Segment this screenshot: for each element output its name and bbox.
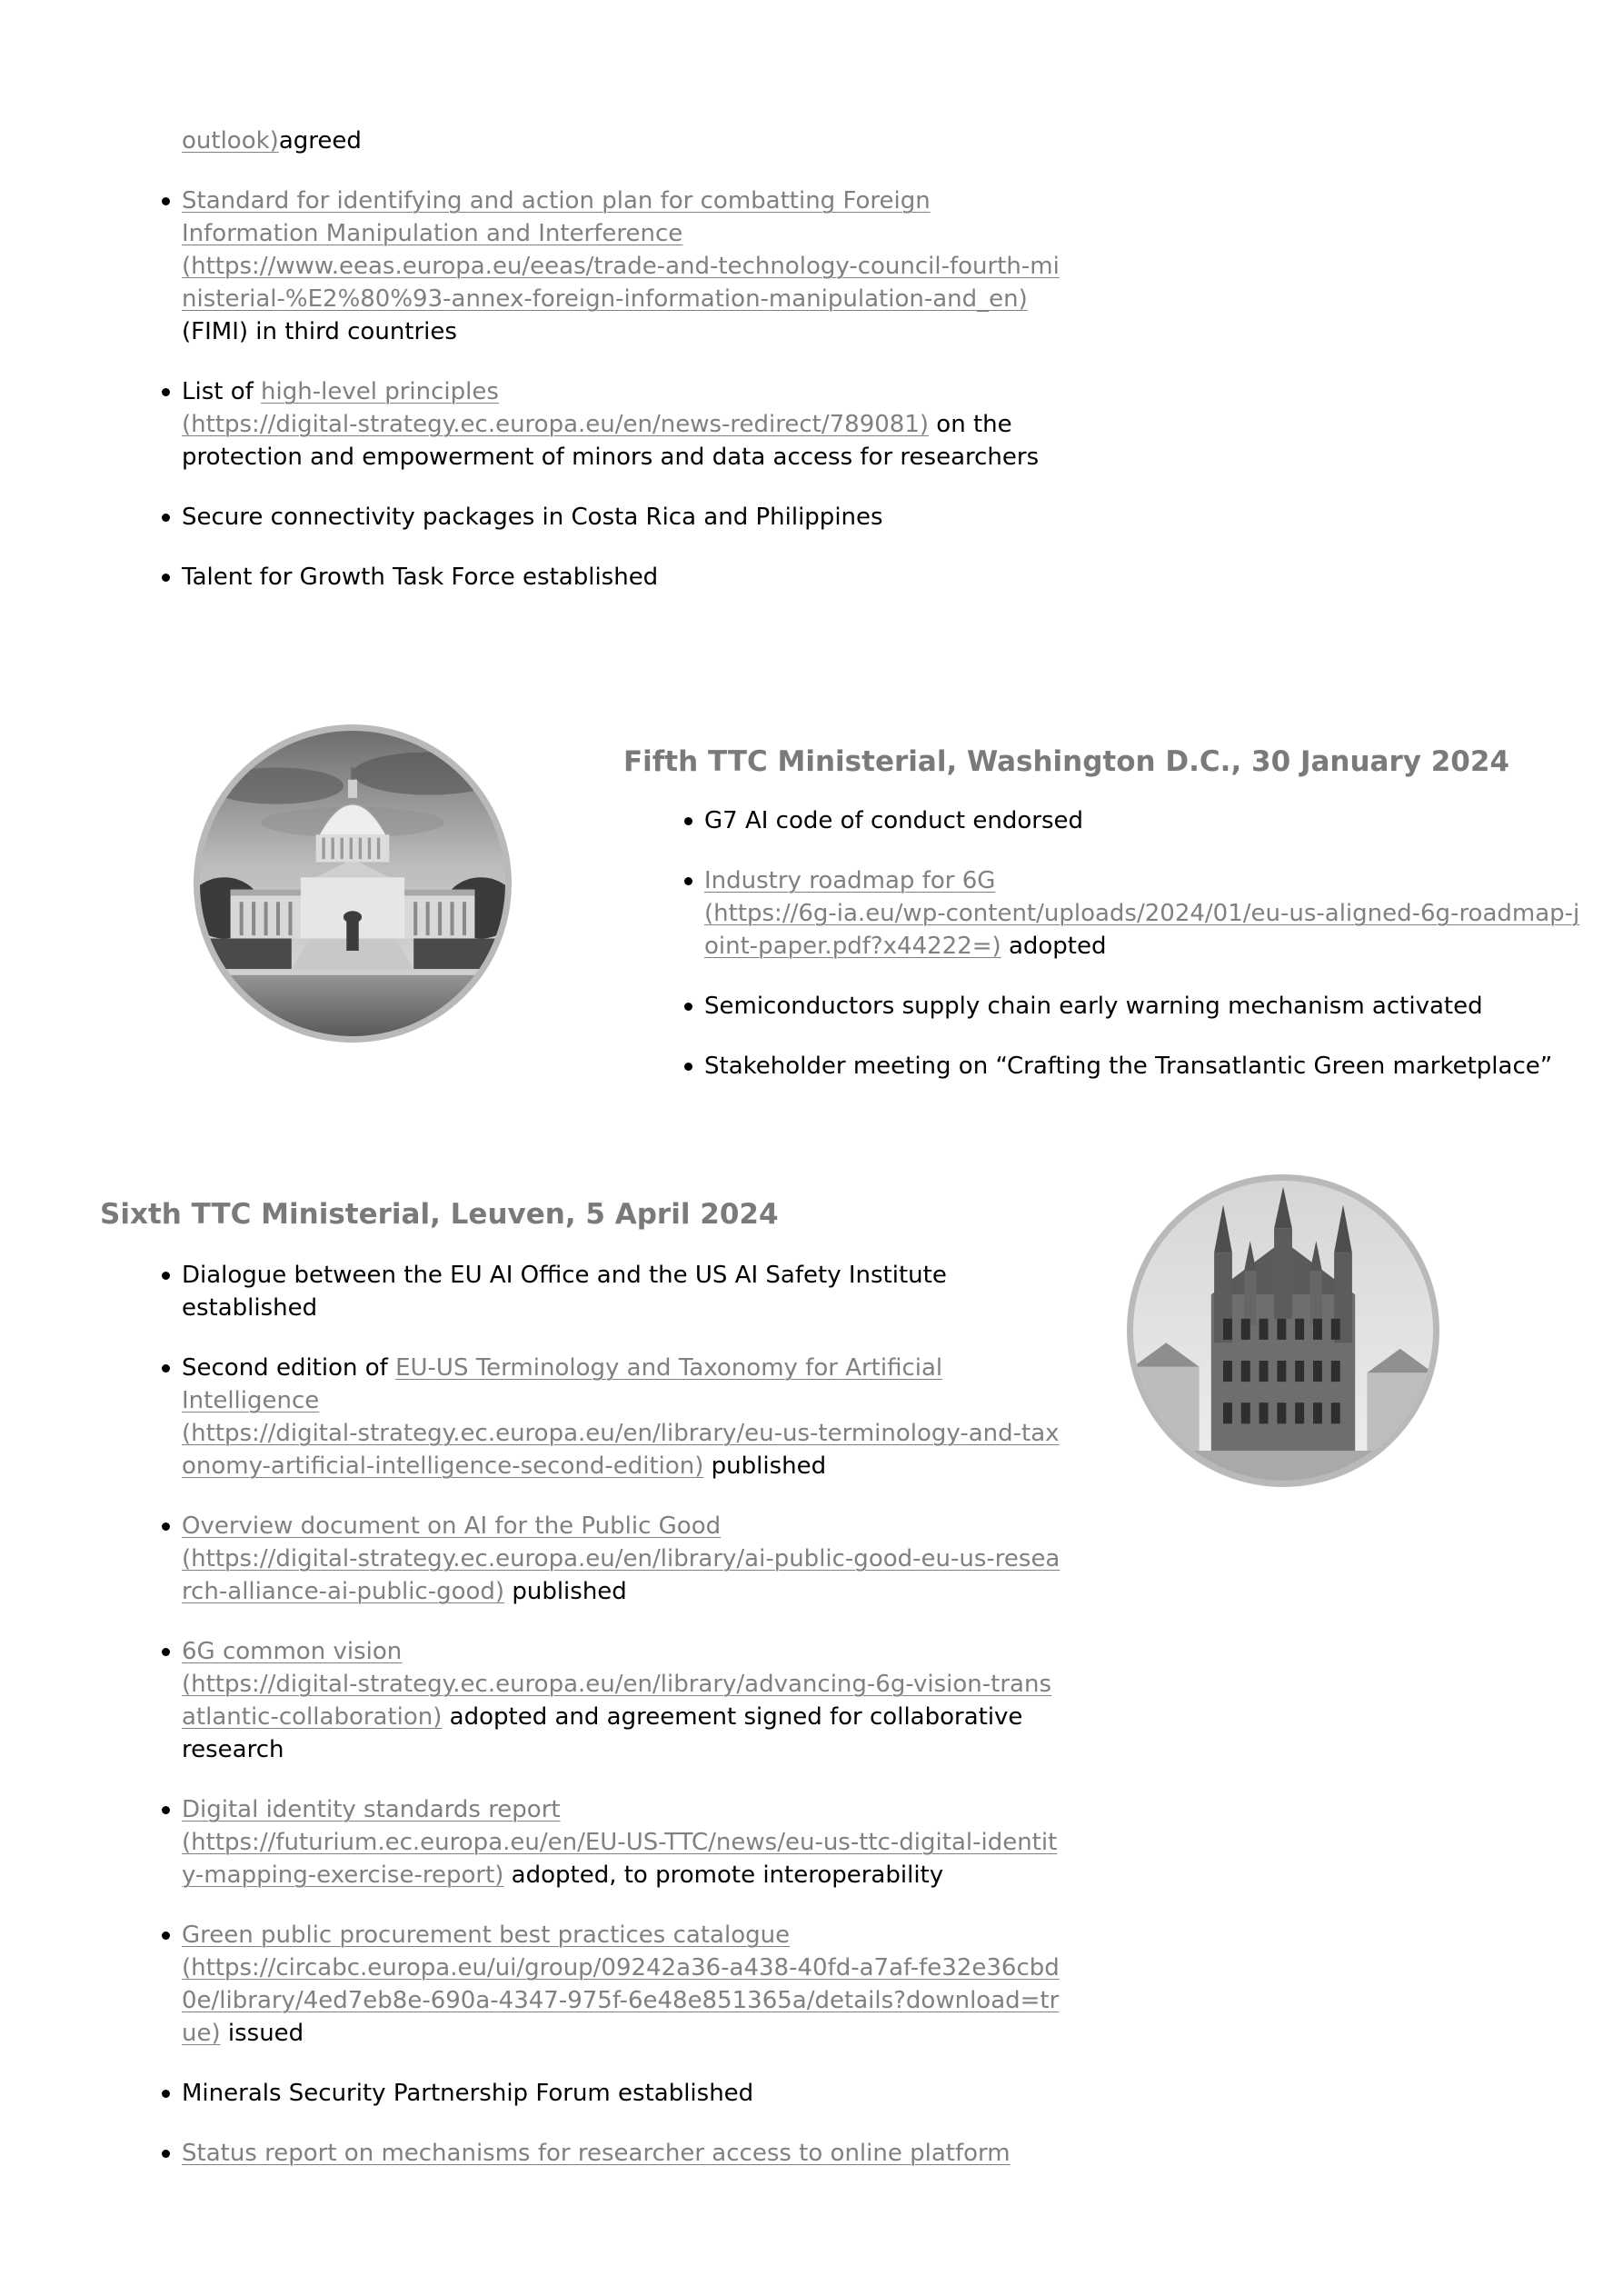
list-item <box>704 804 1604 837</box>
item-link[interactable]: atlantic-collaboration) <box>182 1703 443 1731</box>
item-link[interactable]: 6G common vision <box>182 1638 403 1665</box>
section6-list <box>182 1259 1090 2197</box>
item-text: Talent for Growth Task Force established <box>182 564 659 591</box>
list-item <box>182 375 1090 474</box>
list-item <box>182 1919 1090 2050</box>
item-link[interactable]: 0e/library/4ed7eb8e-690a-4347-975f-6e48e851365a/details?download=tr <box>182 1987 1060 2014</box>
item-text-after: agreed <box>278 127 362 155</box>
item-line <box>182 1984 1090 2017</box>
list-item <box>182 1352 1090 1482</box>
item-line <box>182 375 1090 408</box>
item-link[interactable]: high-level principles <box>261 378 499 405</box>
capitol-illustration <box>200 731 505 1036</box>
item-text: Secure connectivity packages in Costa Rica and Philippines <box>182 504 883 531</box>
item-line <box>182 1859 1090 1892</box>
item-text-line: established <box>182 1294 318 1322</box>
item-link[interactable]: Digital identity standards report <box>182 1796 561 1823</box>
item-link[interactable]: Industry roadmap for 6G <box>704 867 996 894</box>
item-text-line: Dialogue between the EU AI Office and the US AI Safety Institute <box>182 1262 947 1289</box>
item-text: G7 AI code of conduct endorsed <box>704 807 1084 834</box>
list-item <box>182 125 1090 157</box>
item-line <box>182 1575 1090 1608</box>
list-item <box>182 561 1090 594</box>
list-item <box>182 2137 1090 2170</box>
item-text: Stakeholder meeting on “Crafting the Transatlantic Green marketplace” <box>704 1053 1553 1080</box>
item-text-continued: research <box>182 1736 284 1763</box>
item-line <box>182 1417 1090 1450</box>
us-capitol-photo <box>194 724 512 1043</box>
item-line <box>704 864 1604 897</box>
item-text-after: adopted, to promote interoperability <box>503 1862 944 1889</box>
item-line <box>182 408 1090 441</box>
item-link[interactable]: (https://6g-ia.eu/wp-content/uploads/2024/01/eu-us-aligned-6g-roadmap-j <box>704 900 1580 927</box>
item-link[interactable]: (https://circabc.europa.eu/ui/group/09242a36-a438-40fd-a7af-fe32e36cbd <box>182 1954 1060 1982</box>
item-line <box>182 1542 1090 1575</box>
item-line <box>182 2137 1090 2170</box>
section5-title: Fifth TTC Ministerial, Washington D.C., 30 January 2024 <box>623 745 1510 778</box>
item-link[interactable]: nisterial-%E2%80%93-annex-foreign-information-manipulation-and_en) <box>182 285 1028 313</box>
item-line <box>182 125 1090 157</box>
item-text: Minerals Security Partnership Forum established <box>182 2080 754 2107</box>
item-text-continued: protection and empowerment of minors and data access for researchers <box>182 444 1040 471</box>
item-line <box>182 185 1090 217</box>
list-item <box>182 501 1090 534</box>
item-line <box>182 1668 1090 1701</box>
leuven-illustration <box>1133 1181 1433 1481</box>
item-text-after: published <box>504 1578 627 1605</box>
list-item <box>704 1050 1604 1083</box>
item-link[interactable]: (https://www.eeas.europa.eu/eeas/trade-and-technology-council-fourth-mi <box>182 253 1060 280</box>
item-text-after: published <box>703 1452 827 1480</box>
item-line <box>182 2017 1090 2050</box>
item-line <box>182 1635 1090 1668</box>
section6-title: Sixth TTC Ministerial, Leuven, 5 April 2024 <box>100 1198 779 1231</box>
item-link[interactable]: (https://futurium.ec.europa.eu/en/EU-US-TTC/news/eu-us-ttc-digital-identit <box>182 1829 1058 1856</box>
item-text-continued: (FIMI) in third countries <box>182 318 457 345</box>
item-line <box>182 1826 1090 1859</box>
item-line <box>704 897 1604 930</box>
item-text-after: issued <box>220 2020 304 2047</box>
item-link[interactable]: (https://digital-strategy.ec.europa.eu/en/news-redirect/789081) <box>182 411 930 438</box>
list-item <box>182 1510 1090 1608</box>
item-link[interactable]: (https://digital-strategy.ec.europa.eu/en/library/eu-us-terminology-and-tax <box>182 1420 1060 1447</box>
item-link[interactable]: oint-paper.pdf?x44222=) <box>704 933 1001 960</box>
leuven-town-hall-photo <box>1127 1174 1439 1487</box>
item-line <box>182 1952 1090 1984</box>
item-link[interactable]: ue) <box>182 2020 221 2047</box>
item-line <box>182 1352 1090 1384</box>
item-text: Semiconductors supply chain early warning mechanism activated <box>704 993 1483 1020</box>
item-text-before: List of <box>182 378 262 405</box>
item-link[interactable]: outlook) <box>182 127 279 155</box>
item-text-after: on the <box>929 411 1012 438</box>
item-line <box>182 1793 1090 1826</box>
item-link[interactable]: Intelligence <box>182 1387 320 1414</box>
section5-list <box>704 804 1604 1110</box>
list-item <box>182 185 1090 348</box>
item-line <box>182 217 1090 250</box>
list-item <box>182 1259 1090 1324</box>
item-line <box>704 930 1604 963</box>
item-link[interactable]: rch-alliance-ai-public-good) <box>182 1578 505 1605</box>
item-link[interactable]: Information Manipulation and Interference <box>182 220 683 247</box>
list-item <box>182 2077 1090 2110</box>
item-text-after: adopted and agreement signed for collaborative <box>442 1703 1023 1731</box>
list-item <box>182 1793 1090 1892</box>
item-link[interactable]: y-mapping-exercise-report) <box>182 1862 504 1889</box>
item-link[interactable]: Status report on mechanisms for researcher access to online platform <box>182 2140 1011 2167</box>
item-link[interactable]: Standard for identifying and action plan for combatting Foreign <box>182 187 931 215</box>
item-line <box>182 283 1090 315</box>
item-line <box>182 1510 1090 1542</box>
section4-list <box>182 125 1090 621</box>
item-link[interactable]: (https://digital-strategy.ec.europa.eu/en/library/advancing-6g-vision-trans <box>182 1671 1051 1698</box>
item-link[interactable]: EU-US Terminology and Taxonomy for Artificial <box>395 1354 943 1382</box>
item-text-after: adopted <box>1001 933 1107 960</box>
list-item <box>182 1635 1090 1766</box>
list-item <box>704 864 1604 963</box>
item-line <box>182 250 1090 283</box>
item-line <box>182 1384 1090 1417</box>
item-line <box>182 1919 1090 1952</box>
item-link[interactable]: Overview document on AI for the Public Good <box>182 1512 722 1540</box>
item-link[interactable]: (https://digital-strategy.ec.europa.eu/en/library/ai-public-good-eu-us-resea <box>182 1545 1060 1572</box>
item-line <box>182 1701 1090 1733</box>
list-item <box>704 990 1604 1023</box>
item-text-before: Second edition of <box>182 1354 396 1382</box>
item-link[interactable]: Green public procurement best practices catalogue <box>182 1922 791 1949</box>
item-link[interactable]: onomy-artificial-intelligence-second-edition) <box>182 1452 704 1480</box>
item-line <box>182 1450 1090 1482</box>
